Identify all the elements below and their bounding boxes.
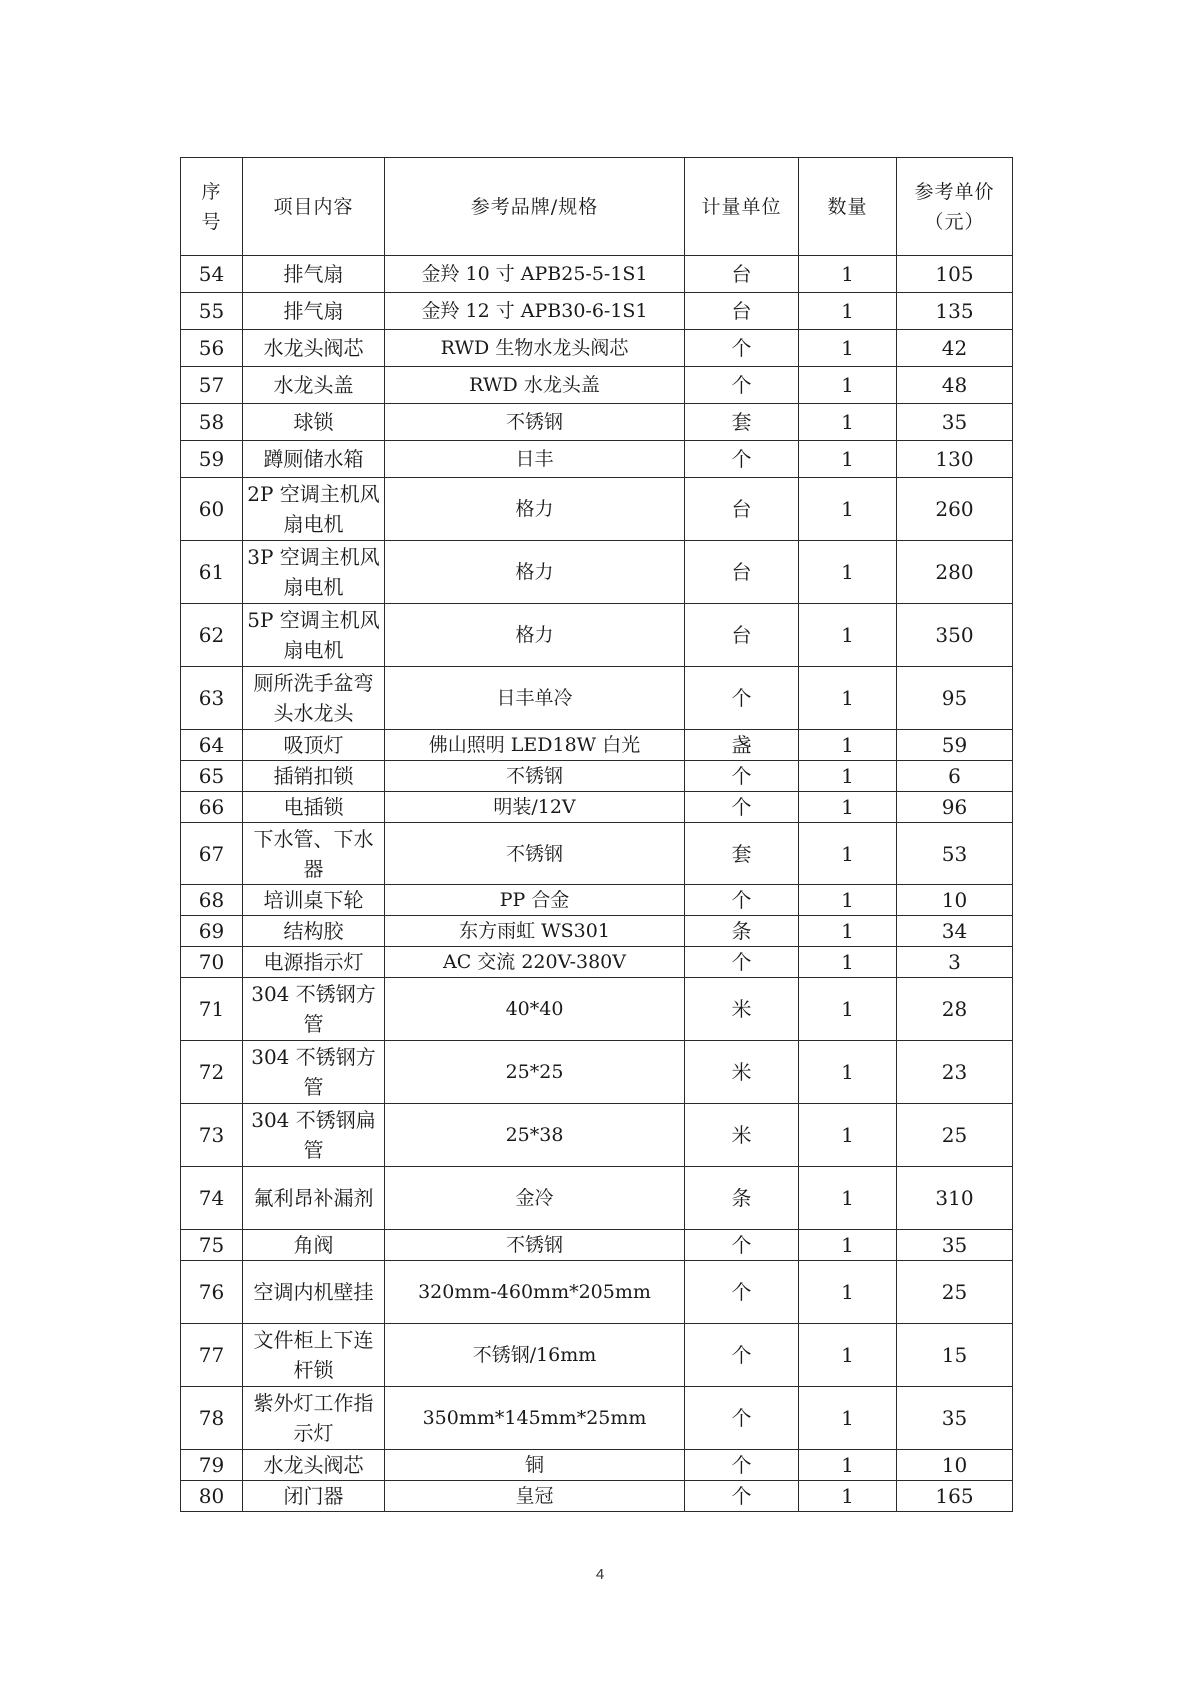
cell-qty: 1: [799, 256, 897, 293]
cell-qty: 1: [799, 978, 897, 1041]
cell-brand: 日丰: [385, 441, 685, 478]
cell-seq: 72: [181, 1041, 243, 1104]
cell-qty: 1: [799, 1450, 897, 1481]
table-row: [181, 947, 1013, 978]
cell-item: 304 不锈钢方管: [243, 978, 385, 1041]
cell-seq: 68: [181, 885, 243, 916]
cell-brand: 不锈钢: [385, 823, 685, 885]
cell-qty: 1: [799, 667, 897, 730]
cell-qty: 1: [799, 1387, 897, 1450]
cell-unit: 台: [685, 256, 799, 293]
price-reference-table: [180, 157, 1013, 1512]
cell-unit: 条: [685, 1167, 799, 1230]
cell-brand: PP 合金: [385, 885, 685, 916]
cell-seq: 77: [181, 1324, 243, 1387]
cell-brand: 金羚 10 寸 APB25-5-1S1: [385, 256, 685, 293]
table-row: [181, 761, 1013, 792]
cell-qty: 1: [799, 478, 897, 541]
cell-unit: 个: [685, 885, 799, 916]
cell-unit: 台: [685, 293, 799, 330]
cell-qty: 1: [799, 293, 897, 330]
cell-item: 排气扇: [243, 256, 385, 293]
cell-brand: 东方雨虹 WS301: [385, 916, 685, 947]
table-row: [181, 293, 1013, 330]
cell-price: 42: [897, 330, 1013, 367]
cell-price: 165: [897, 1481, 1013, 1512]
cell-qty: 1: [799, 1481, 897, 1512]
cell-unit: 台: [685, 478, 799, 541]
table-row: [181, 1041, 1013, 1104]
cell-qty: 1: [799, 730, 897, 761]
cell-unit: 个: [685, 330, 799, 367]
cell-unit: 套: [685, 404, 799, 441]
table-row: [181, 792, 1013, 823]
cell-seq: 58: [181, 404, 243, 441]
cell-item: 吸顶灯: [243, 730, 385, 761]
cell-price: 280: [897, 541, 1013, 604]
cell-item: 304 不锈钢扁管: [243, 1104, 385, 1167]
cell-item: 空调内机壁挂: [243, 1261, 385, 1324]
cell-item: 2P 空调主机风扇电机: [243, 478, 385, 541]
cell-brand: 350mm*145mm*25mm: [385, 1387, 685, 1450]
cell-qty: 1: [799, 947, 897, 978]
cell-item: 厕所洗手盆弯头水龙头: [243, 667, 385, 730]
cell-brand: 金冷: [385, 1167, 685, 1230]
cell-brand: RWD 水龙头盖: [385, 367, 685, 404]
page-number: 4: [595, 1566, 605, 1583]
table-row: [181, 478, 1013, 541]
cell-qty: 1: [799, 1261, 897, 1324]
cell-seq: 62: [181, 604, 243, 667]
cell-qty: 1: [799, 404, 897, 441]
cell-item: 氟利昂补漏剂: [243, 1167, 385, 1230]
cell-brand: 明装/12V: [385, 792, 685, 823]
cell-brand: 格力: [385, 604, 685, 667]
table-row: [181, 1481, 1013, 1512]
cell-item: 下水管、下水器: [243, 823, 385, 885]
cell-price: 350: [897, 604, 1013, 667]
cell-item: 304 不锈钢方管: [243, 1041, 385, 1104]
header-brand: 参考品牌/规格: [385, 158, 685, 256]
cell-price: 10: [897, 885, 1013, 916]
cell-qty: 1: [799, 1324, 897, 1387]
table-row: [181, 1387, 1013, 1450]
cell-seq: 66: [181, 792, 243, 823]
cell-unit: 个: [685, 441, 799, 478]
cell-unit: 米: [685, 1104, 799, 1167]
cell-price: 35: [897, 1387, 1013, 1450]
cell-qty: 1: [799, 367, 897, 404]
table-row: [181, 604, 1013, 667]
cell-qty: 1: [799, 441, 897, 478]
cell-unit: 个: [685, 1481, 799, 1512]
cell-qty: 1: [799, 541, 897, 604]
table-row: [181, 1230, 1013, 1261]
cell-seq: 60: [181, 478, 243, 541]
cell-unit: 台: [685, 604, 799, 667]
cell-price: 34: [897, 916, 1013, 947]
cell-brand: 铜: [385, 1450, 685, 1481]
table-row: [181, 1324, 1013, 1387]
cell-seq: 76: [181, 1261, 243, 1324]
cell-price: 25: [897, 1261, 1013, 1324]
cell-unit: 个: [685, 667, 799, 730]
cell-price: 59: [897, 730, 1013, 761]
cell-seq: 69: [181, 916, 243, 947]
cell-seq: 80: [181, 1481, 243, 1512]
cell-unit: 米: [685, 1041, 799, 1104]
cell-unit: 个: [685, 1450, 799, 1481]
cell-price: 95: [897, 667, 1013, 730]
table-row: [181, 916, 1013, 947]
cell-brand: 格力: [385, 541, 685, 604]
cell-price: 260: [897, 478, 1013, 541]
cell-qty: 1: [799, 1230, 897, 1261]
cell-item: 闭门器: [243, 1481, 385, 1512]
cell-item: 水龙头阀芯: [243, 1450, 385, 1481]
cell-price: 48: [897, 367, 1013, 404]
cell-brand: 金羚 12 寸 APB30-6-1S1: [385, 293, 685, 330]
cell-seq: 67: [181, 823, 243, 885]
table-row: [181, 541, 1013, 604]
cell-brand: 格力: [385, 478, 685, 541]
cell-item: 排气扇: [243, 293, 385, 330]
cell-item: 蹲厕储水箱: [243, 441, 385, 478]
table-body: [181, 256, 1013, 1512]
cell-unit: 个: [685, 1230, 799, 1261]
cell-seq: 73: [181, 1104, 243, 1167]
cell-qty: 1: [799, 761, 897, 792]
cell-qty: 1: [799, 1104, 897, 1167]
cell-brand: 不锈钢/16mm: [385, 1324, 685, 1387]
cell-item: 电源指示灯: [243, 947, 385, 978]
cell-brand: 不锈钢: [385, 404, 685, 441]
cell-seq: 63: [181, 667, 243, 730]
table-row: [181, 823, 1013, 885]
table-row: [181, 441, 1013, 478]
cell-price: 28: [897, 978, 1013, 1041]
cell-qty: 1: [799, 823, 897, 885]
cell-unit: 台: [685, 541, 799, 604]
table-row: [181, 1261, 1013, 1324]
cell-brand: 日丰单冷: [385, 667, 685, 730]
cell-brand: AC 交流 220V-380V: [385, 947, 685, 978]
cell-price: 15: [897, 1324, 1013, 1387]
table-row: [181, 1167, 1013, 1230]
cell-seq: 59: [181, 441, 243, 478]
cell-brand: RWD 生物水龙头阀芯: [385, 330, 685, 367]
header-qty: 数量: [799, 158, 897, 256]
cell-brand: 320mm-460mm*205mm: [385, 1261, 685, 1324]
cell-brand: 不锈钢: [385, 1230, 685, 1261]
cell-item: 插销扣锁: [243, 761, 385, 792]
header-seq: 序 号: [181, 158, 243, 256]
cell-seq: 56: [181, 330, 243, 367]
cell-unit: 个: [685, 761, 799, 792]
cell-unit: 米: [685, 978, 799, 1041]
header-unit: 计量单位: [685, 158, 799, 256]
cell-price: 35: [897, 1230, 1013, 1261]
cell-item: 水龙头盖: [243, 367, 385, 404]
cell-seq: 54: [181, 256, 243, 293]
cell-item: 角阀: [243, 1230, 385, 1261]
cell-brand: 25*25: [385, 1041, 685, 1104]
cell-price: 23: [897, 1041, 1013, 1104]
cell-unit: 个: [685, 1261, 799, 1324]
cell-price: 10: [897, 1450, 1013, 1481]
cell-price: 25: [897, 1104, 1013, 1167]
cell-item: 结构胶: [243, 916, 385, 947]
cell-price: 53: [897, 823, 1013, 885]
cell-price: 310: [897, 1167, 1013, 1230]
cell-item: 5P 空调主机风扇电机: [243, 604, 385, 667]
cell-item: 水龙头阀芯: [243, 330, 385, 367]
cell-seq: 55: [181, 293, 243, 330]
cell-qty: 1: [799, 885, 897, 916]
table-row: [181, 330, 1013, 367]
table-header-row: [181, 158, 1013, 256]
cell-qty: 1: [799, 792, 897, 823]
cell-unit: 套: [685, 823, 799, 885]
cell-unit: 个: [685, 947, 799, 978]
cell-seq: 71: [181, 978, 243, 1041]
cell-unit: 个: [685, 1324, 799, 1387]
cell-item: 3P 空调主机风扇电机: [243, 541, 385, 604]
cell-qty: 1: [799, 330, 897, 367]
cell-item: 球锁: [243, 404, 385, 441]
cell-unit: 盏: [685, 730, 799, 761]
cell-price: 130: [897, 441, 1013, 478]
cell-seq: 70: [181, 947, 243, 978]
cell-seq: 75: [181, 1230, 243, 1261]
header-price: 参考单价 （元）: [897, 158, 1013, 256]
cell-seq: 64: [181, 730, 243, 761]
cell-unit: 条: [685, 916, 799, 947]
cell-brand: 不锈钢: [385, 761, 685, 792]
cell-item: 培训桌下轮: [243, 885, 385, 916]
cell-seq: 61: [181, 541, 243, 604]
cell-unit: 个: [685, 367, 799, 404]
cell-brand: 40*40: [385, 978, 685, 1041]
table-row: [181, 667, 1013, 730]
cell-brand: 皇冠: [385, 1481, 685, 1512]
cell-qty: 1: [799, 1167, 897, 1230]
cell-price: 3: [897, 947, 1013, 978]
table-row: [181, 404, 1013, 441]
cell-seq: 57: [181, 367, 243, 404]
cell-price: 6: [897, 761, 1013, 792]
table-row: [181, 1450, 1013, 1481]
header-item: 项目内容: [243, 158, 385, 256]
table-row: [181, 885, 1013, 916]
table-row: [181, 1104, 1013, 1167]
cell-seq: 74: [181, 1167, 243, 1230]
cell-qty: 1: [799, 604, 897, 667]
cell-price: 135: [897, 293, 1013, 330]
cell-item: 紫外灯工作指示灯: [243, 1387, 385, 1450]
cell-qty: 1: [799, 1041, 897, 1104]
table-row: [181, 730, 1013, 761]
cell-price: 96: [897, 792, 1013, 823]
cell-seq: 78: [181, 1387, 243, 1450]
cell-unit: 个: [685, 1387, 799, 1450]
table-row: [181, 367, 1013, 404]
cell-brand: 佛山照明 LED18W 白光: [385, 730, 685, 761]
cell-price: 105: [897, 256, 1013, 293]
cell-unit: 个: [685, 792, 799, 823]
cell-seq: 79: [181, 1450, 243, 1481]
cell-price: 35: [897, 404, 1013, 441]
cell-item: 电插锁: [243, 792, 385, 823]
table-row: [181, 256, 1013, 293]
cell-item: 文件柜上下连杆锁: [243, 1324, 385, 1387]
cell-seq: 65: [181, 761, 243, 792]
cell-qty: 1: [799, 916, 897, 947]
cell-brand: 25*38: [385, 1104, 685, 1167]
table-row: [181, 978, 1013, 1041]
